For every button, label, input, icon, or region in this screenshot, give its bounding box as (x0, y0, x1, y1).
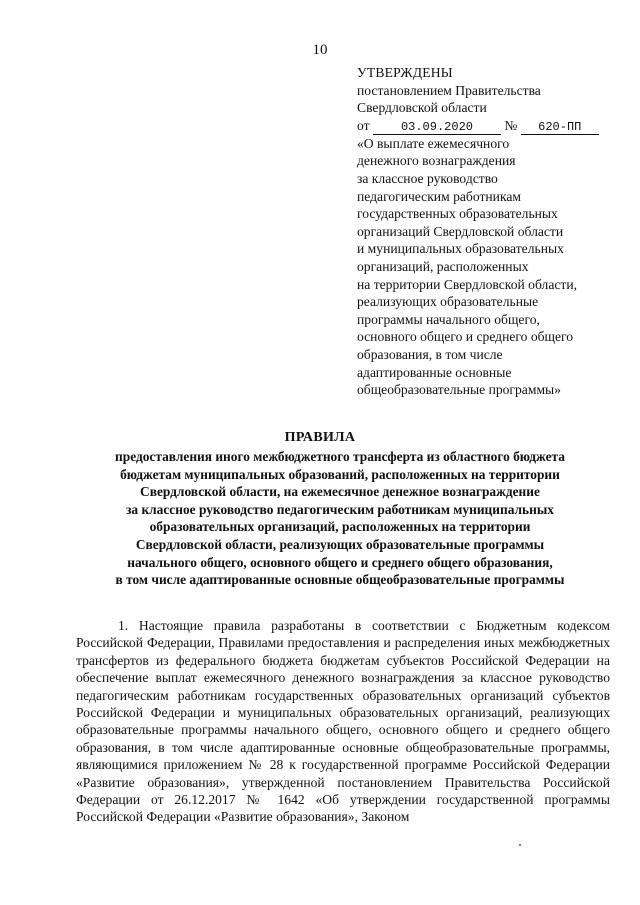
approval-title-line: реализующих образовательные (357, 294, 539, 310)
approval-title-line: организаций, расположенных (357, 258, 529, 274)
approval-title-line: организаций Свердловской области (357, 223, 564, 239)
approval-title-line: «О выплате ежемесячного (357, 135, 510, 151)
scan-speck (519, 844, 521, 846)
approval-block (357, 64, 617, 399)
approval-title-line: педагогическим работникам (357, 188, 521, 204)
from-label: от (357, 117, 370, 133)
rules-subtitle-line: бюджетам муниципальных образований, расположенных на территории (120, 466, 560, 482)
rules-subtitle-line: Свердловской области, реализующих образовательные программы (135, 536, 545, 552)
number-label: № (504, 117, 518, 133)
rules-subtitle-line: в том числе адаптированные основные общеобразовательные программы (115, 572, 565, 588)
rules-subtitle-line: Свердловской области, на ежемесячное денежное вознаграждение (140, 484, 540, 500)
rules-subtitle-line: образовательных организаций, расположенных на территории (149, 519, 531, 535)
approval-title-line: общеобразовательные программы» (357, 382, 561, 398)
rules-title: ПРАВИЛА (284, 430, 356, 445)
approval-date: 03.09.2020 (373, 120, 501, 135)
rules-subtitle-line: предоставления иного межбюджетного трансферта из областного бюджета (115, 449, 565, 464)
approval-date-line (357, 117, 617, 135)
body-paragraph-1: 1. Настоящие правила разработаны в соответствии с Бюджетным кодексом Российской Федерации, Правилами предоставления и распределения иных межбюджетных трансфертов из федерального бюджета бюджетам субъектов Российской Федерации на обеспечение выплат ежемесячного денежного вознаграждения за классное руководство педагогическим работникам государственных образовательных организаций субъектов Российской Федерации и муниципальных образовательных организаций, реализующих образовательные программы начального общего, основного общего и среднего общего образования, в том числе адаптированные основные общеобразовательные программы, являющимися приложением № 28 к государственной программе Российской Федерации «Развитие образования», утвержденной постановлением Правительства Российской Федерации от 26.12.2017 № 1642 «Об утверждении государственной программы Российской Федерации «Развитие образования», Законом (76, 618, 610, 825)
rules-subtitle (70, 448, 610, 589)
approval-heading: УТВЕРЖДЕНЫ (357, 65, 453, 80)
approval-title-line: программы начального общего, (357, 311, 540, 327)
approval-title-line: за классное руководство (357, 170, 498, 186)
rules-subtitle-line: начального общего, основного общего и среднего общего образования, (127, 554, 553, 570)
approval-title-line: основного общего и среднего общего (357, 329, 574, 345)
approval-title-line: денежного вознаграждения (357, 153, 516, 169)
approval-title-line: на территории Свердловской области, (357, 276, 578, 292)
approval-number: 620-ПП (521, 120, 599, 135)
approval-title-line: и муниципальных образовательных (357, 241, 564, 257)
approval-title-line: адаптированные основные (357, 364, 512, 380)
approval-by-line-1: постановлением Правительства (357, 82, 541, 98)
approval-title-line: государственных образовательных (357, 206, 558, 222)
page-number: 10 (312, 42, 328, 58)
approval-by-line-2: Свердловской области (357, 100, 487, 116)
rules-subtitle-line: за классное руководство педагогическим работникам муниципальных (126, 501, 554, 517)
approval-title-line: образования, в том числе (357, 346, 503, 362)
